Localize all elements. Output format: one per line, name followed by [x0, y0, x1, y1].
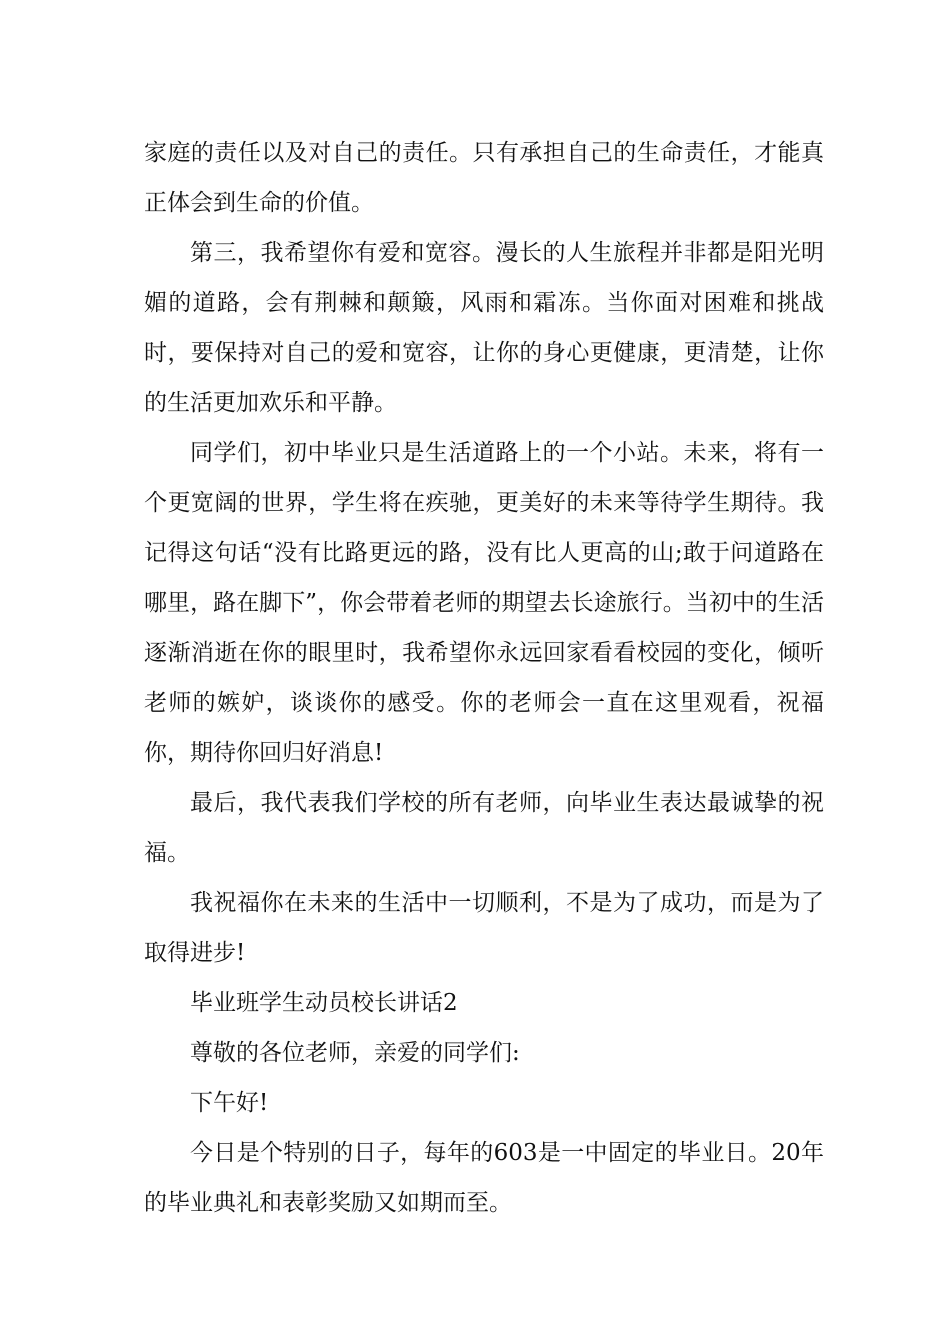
salutation: 尊敬的各位老师，亲爱的同学们: [190, 1040, 520, 1066]
section-heading: 毕业班学生动员校长讲话2 [190, 990, 458, 1016]
paragraph-graduation-day: 今日是个特别的日子，每年的603是一中固定的毕业日。20年的毕业典礼和表彰奖励又如期而至。 [144, 1140, 824, 1216]
paragraph-wishes: 我祝福你在未来的生活中一切顺利，不是为了成功，而是为了取得进步! [144, 890, 824, 966]
paragraph-continuation: 家庭的责任以及对自己的责任。只有承担自己的生命责任，才能真正体会到生命的价值。 [144, 140, 824, 216]
paragraph-finally: 最后，我代表我们学校的所有老师，向毕业生表达最诚挚的祝福。 [144, 790, 824, 866]
greeting: 下午好! [190, 1090, 269, 1116]
paragraph-third-point: 第三，我希望你有爱和宽容。漫长的人生旅程并非都是阳光明媚的道路，会有荆棘和颠簸，风雨和霜冻。当你面对困难和挑战时，要保持对自己的爱和宽容，让你的身心更健康，更清楚，让你的生活更加欢乐和平静。 [144, 240, 824, 416]
document-body [144, 128, 824, 1228]
paragraph-students: 同学们，初中毕业只是生活道路上的一个小站。未来，将有一个更宽阔的世界，学生将在疾驰，更美好的未来等待学生期待。我记得这句话“没有比路更远的路，没有比人更高的山;敢于问道路在哪里，路在脚下”，你会带着老师的期望去长途旅行。当初中的生活逐渐消逝在你的眼里时，我希望你永远回家看看校园的变化，倾听老师的嫉妒，谈谈你的感受。你的老师会一直在这里观看，祝福你，期待你回归好消息! [144, 440, 824, 766]
